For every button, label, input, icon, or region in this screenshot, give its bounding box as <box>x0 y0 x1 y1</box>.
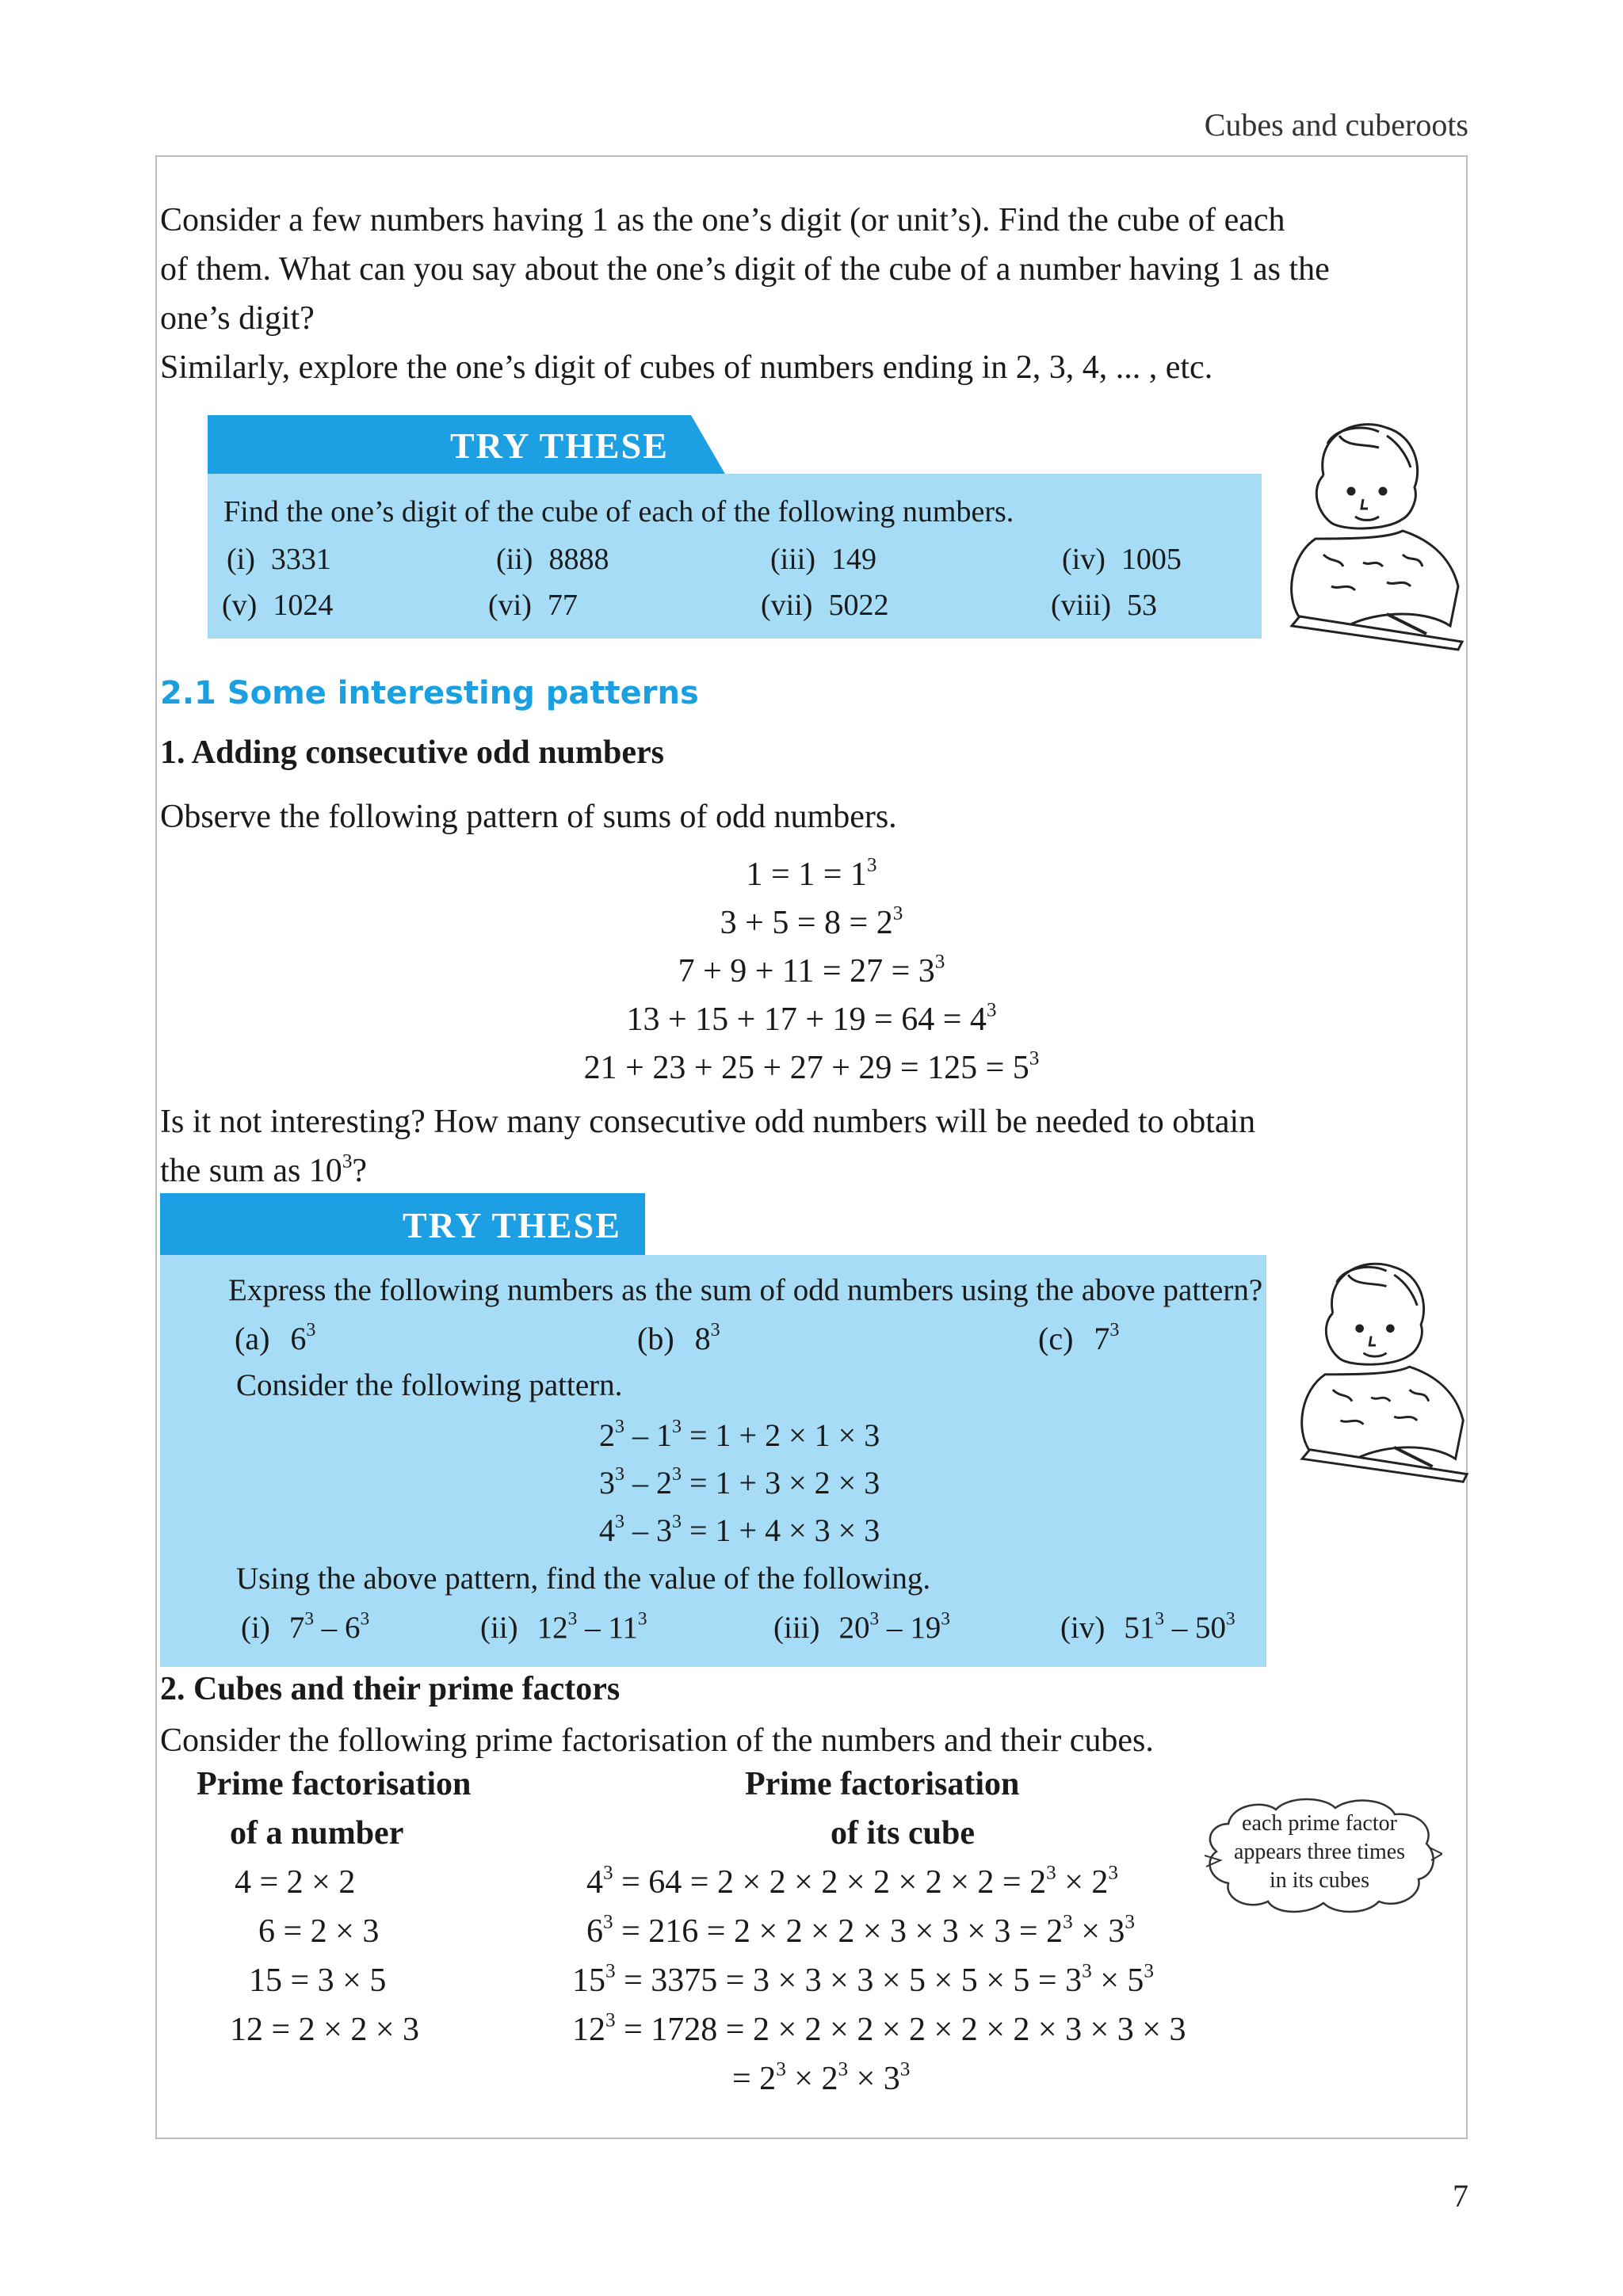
item-label: (v) <box>222 589 258 622</box>
exercise-item <box>227 542 331 577</box>
equation <box>0 1049 1623 1087</box>
exponent: 3 <box>1029 1047 1040 1070</box>
pattern-line: $2^3 - 1^3 = 1 + 2 \times 1 \times 3$ <box>599 1417 880 1453</box>
exercise-item <box>222 588 333 623</box>
item-label: (i) <box>227 543 255 576</box>
item-value: 77 <box>547 589 578 622</box>
item-value: 7 <box>1094 1321 1110 1356</box>
item-label: (c) <box>1038 1321 1074 1356</box>
item-value: 8 <box>694 1321 711 1356</box>
exponent: 3 <box>306 1320 316 1341</box>
item-label: (iv) <box>1062 543 1106 576</box>
pattern-line: $3^3 - 2^3 = 1 + 3 \times 2 \times 3$ <box>599 1464 880 1501</box>
intro-line: Similarly, explore the one’s digit of cubes of numbers ending in 2, 3, 4, ... , etc. <box>160 349 1213 386</box>
exercise-item: (ii) $12^3 - 11^3$ <box>480 1608 647 1645</box>
exercise-item <box>235 1320 315 1357</box>
equation-text: 3 + 5 = 8 = 2 <box>720 905 893 941</box>
item-label: (vi) <box>488 589 532 622</box>
paragraph <box>160 792 1444 841</box>
item-label: (viii) <box>1051 589 1111 622</box>
item-label: (a) <box>235 1321 270 1356</box>
equation <box>0 904 1623 942</box>
column-header: Prime factorisation <box>745 1766 1020 1802</box>
column-header: of a number <box>230 1815 404 1852</box>
cube-factorisation: $15^3 = 3375 = 3 \times 3 \times 3 \times 5 \times 5 \times 5 = 3^3 \times 5^3$ <box>572 1960 1154 1999</box>
item-value: 149 <box>831 543 876 576</box>
paragraph-text: Observe the following pattern of sums of odd numbers. <box>160 799 897 835</box>
question-line <box>160 1146 1444 1196</box>
factorisation: 15 = 3 × 5 <box>249 1962 387 1999</box>
cube-factorisation: $6^3 = 216 = 2 \times 2 \times 2 \times 3 \times 3 \times 3 = 2^3 \times 3^3$ <box>586 1911 1135 1950</box>
boy-writing-illustration <box>1277 1252 1472 1489</box>
item-label: (ii) <box>496 543 533 576</box>
item-value: 5022 <box>828 589 889 622</box>
question-text: ? <box>352 1153 368 1189</box>
exercise-item <box>1051 588 1157 623</box>
exponent: 3 <box>1109 1320 1120 1341</box>
item-label: (iii) <box>770 543 815 576</box>
exercise-item <box>488 588 578 623</box>
boy-writing-illustration <box>1268 412 1466 658</box>
cube-factorisation: $4^3 = 64 = 2 \times 2 \times 2 \times 2 \times 2 \times 2 = 2^3 \times 2^3$ <box>586 1862 1118 1901</box>
column-header: of its cube <box>831 1815 975 1852</box>
item-value: 1024 <box>273 589 334 622</box>
paragraph <box>160 1716 1444 1765</box>
item-value: 1005 <box>1121 543 1182 576</box>
factorisation: 12 = 2 × 2 × 3 <box>230 2012 420 2048</box>
exponent: 3 <box>934 951 945 973</box>
item-value: 53 <box>1126 589 1157 622</box>
paragraph-text: Consider the following prime factorisation of the numbers and their cubes. <box>160 1722 1154 1759</box>
exponent: 3 <box>342 1150 353 1173</box>
subsection-title: 1. Adding consecutive odd numbers <box>160 734 664 771</box>
exercise-item: (iii) $20^3 - 19^3$ <box>773 1608 950 1645</box>
exponent: 3 <box>710 1320 720 1341</box>
exercise-item <box>761 588 888 623</box>
try-prompt: Express the following numbers as the sum of odd numbers using the above pattern? <box>228 1273 1263 1307</box>
exercise-item <box>1062 542 1182 577</box>
exercise-item <box>770 542 876 577</box>
page-header: Cubes and cuberoots <box>1204 107 1468 143</box>
intro-line: one’s digit? <box>160 300 315 337</box>
equation <box>0 952 1623 990</box>
intro-line: Consider a few numbers having 1 as the one’s digit (or unit’s). Find the cube of each <box>160 202 1285 238</box>
pattern-line: $4^3 - 3^3 = 1 + 4 \times 3 \times 3$ <box>599 1512 880 1548</box>
cube-factorisation: = $2^3 \times 2^3 \times 3^3$ <box>732 2058 911 2097</box>
item-label: (vii) <box>761 589 813 622</box>
equation-text: 1 = 1 = 1 <box>746 856 867 893</box>
cloud-line: in its cubes <box>1270 1868 1369 1893</box>
exponent: 3 <box>892 902 903 925</box>
cloud-callout-text <box>1212 1810 1426 1895</box>
try-these-tab-label: TRY THESE <box>450 425 669 466</box>
exercise-item: (i) $7^3 - 6^3$ <box>241 1608 370 1645</box>
item-value: 3331 <box>270 543 331 576</box>
page-number: 7 <box>1453 2178 1468 2214</box>
try-text: Using the above pattern, find the value of the following. <box>236 1562 931 1596</box>
equation-text: 13 + 15 + 17 + 19 = 64 = 4 <box>626 1001 987 1038</box>
factorisation: 6 = 2 × 3 <box>258 1913 380 1950</box>
equation-text: 7 + 9 + 11 = 27 = 3 <box>678 953 935 990</box>
cube-factorisation: $12^3 = 1728 = 2 \times 2 \times 2 \times 2 \times 2 \times 2 \times 3 \times 3 \times 3$ <box>572 2009 1186 2048</box>
equation <box>0 856 1623 894</box>
equation-text: 21 + 23 + 25 + 27 + 29 = 125 = 5 <box>583 1050 1029 1086</box>
exponent: 3 <box>986 999 997 1021</box>
intro-line: of them. What can you say about the one’s digit of the cube of a number having 1 as the <box>160 251 1330 288</box>
exponent: 3 <box>866 854 877 876</box>
equation <box>0 1001 1623 1039</box>
question-text: the sum as 10 <box>160 1153 342 1189</box>
subsection-title: 2. Cubes and their prime factors <box>160 1671 621 1707</box>
column-header: Prime factorisation <box>197 1766 472 1802</box>
cloud-line: appears three times <box>1233 1840 1406 1864</box>
section-title: 2.1 Some interesting patterns <box>160 675 699 711</box>
item-value: 8888 <box>548 543 609 576</box>
exercise-item <box>1038 1320 1119 1357</box>
exercise-item <box>496 542 609 577</box>
try-these-body <box>160 1255 1266 1667</box>
question-line: Is it not interesting? How many consecutive odd numbers will be needed to obtain <box>160 1104 1256 1140</box>
item-label: (b) <box>637 1321 674 1356</box>
try-these-tab-label: TRY THESE <box>403 1205 621 1245</box>
exercise-item: (iv) $51^3 - 50^3$ <box>1060 1608 1235 1645</box>
try-text: Consider the following pattern. <box>236 1368 623 1402</box>
intro-paragraph <box>160 196 1444 392</box>
question-paragraph <box>160 1097 1444 1196</box>
try-prompt: Find the one’s digit of the cube of each of the following numbers. <box>223 495 1014 528</box>
cloud-line: each prime factor <box>1242 1811 1397 1836</box>
factorisation: 4 = 2 × 2 <box>235 1864 356 1901</box>
exercise-item <box>637 1320 720 1357</box>
item-value: 6 <box>290 1321 307 1356</box>
